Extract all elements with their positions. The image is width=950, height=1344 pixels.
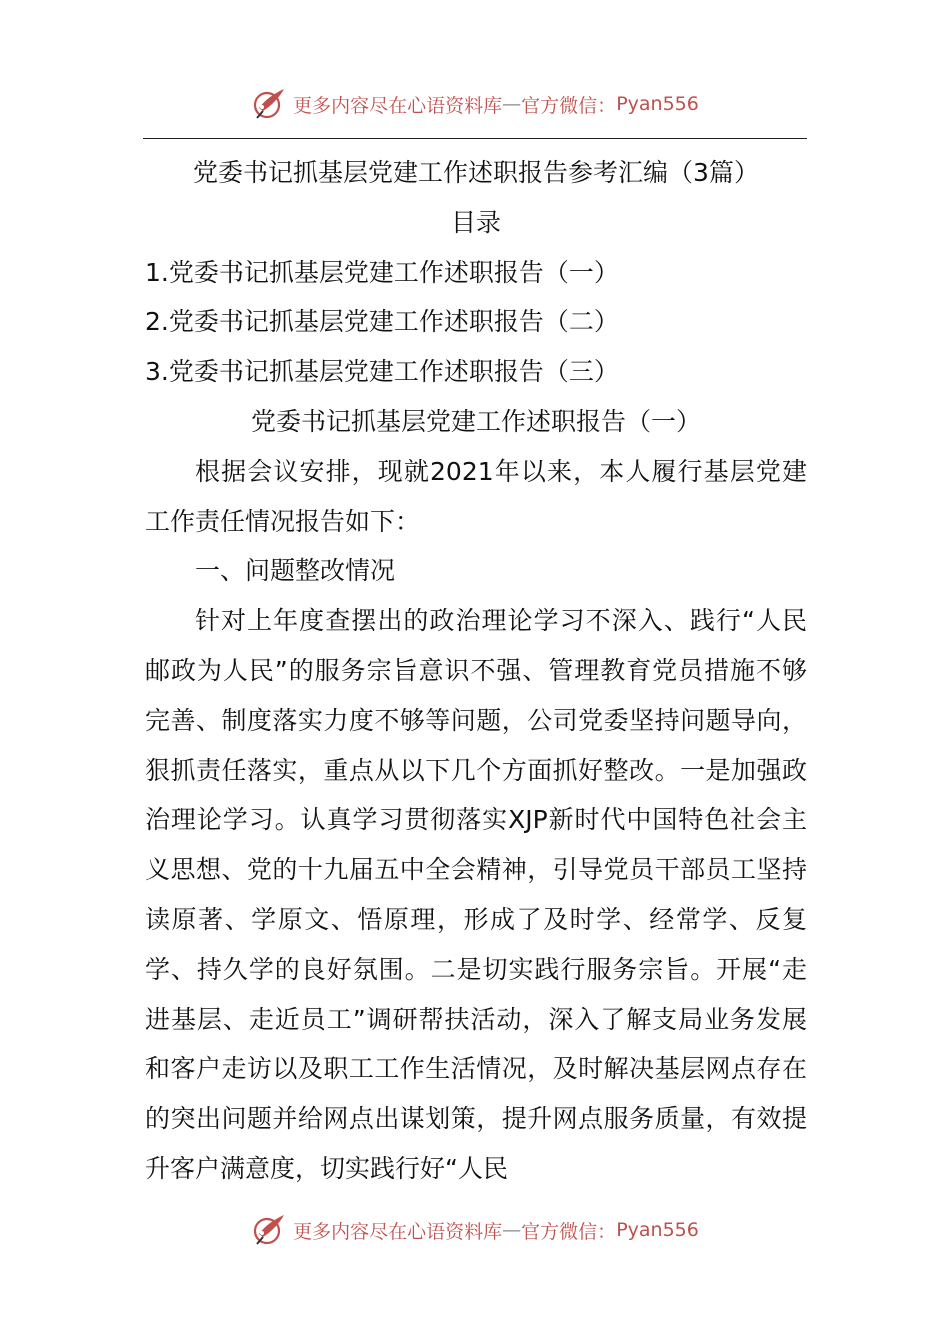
document-body — [145, 148, 807, 1194]
toc-item-3: 3.党委书记抓基层党建工作述职报告（三） — [145, 357, 619, 387]
toc-item-1: 1.党委书记抓基层党建工作述职报告（一） — [145, 257, 619, 287]
footer-banner-text: 更多内容尽在心语资料库 — [293, 1220, 503, 1243]
intro-paragraph: 根据会议安排，现就2021年以来，本人履行基层党建工作责任情况报告如下： — [145, 456, 807, 536]
quill-pen-logo-icon — [251, 86, 287, 122]
footer-banner-wechat-id: Pyan556 — [616, 1219, 699, 1241]
document-title: 党委书记抓基层党建工作述职报告参考汇编（3篇） — [193, 158, 759, 187]
header-divider — [143, 138, 807, 139]
footer-banner-separator: — — [502, 1219, 522, 1241]
banner-wechat-id: Pyan556 — [616, 93, 699, 115]
banner-text: 更多内容尽在心语资料库 — [293, 94, 503, 117]
footer-banner — [0, 1208, 950, 1252]
header-banner — [0, 82, 950, 126]
section-heading: 一、问题整改情况 — [195, 556, 396, 586]
footer-banner-wechat-label: 官方微信： — [521, 1220, 617, 1243]
section-title: 党委书记抓基层党建工作述职报告（一） — [250, 406, 701, 436]
banner-wechat-label: 官方微信： — [521, 94, 617, 117]
banner-separator: — — [502, 93, 522, 115]
body-paragraph: 针对上年度查摆出的政治理论学习不深入、践行“人民邮政为人民”的服务宗旨意识不强、管理教育党员措施不够完善、制度落实力度不够等问题，公司党委坚持问题导向，狠抓责任落实，重点从以下几个方面抓好整改。一是加强政治理论学习。认真学习贯彻落实XJP新时代中国特色社会主义思想、党的十九届五中全会精神，引导党员干部员工坚持读原著、学原文、悟原理，形成了及时学、经常学、反复学、持久学的良好氛围。二是切实践行服务宗旨。开展“走进基层、走近员工”调研帮扶活动，深入了解支局业务发展和客户走访以及职工工作生活情况，及时解决基层网点存在的突出问题并给网点出谋划策，提升网点服务质量，有效提升客户满意度，切实践行好“人民 — [145, 606, 807, 1183]
toc-item-2: 2.党委书记抓基层党建工作述职报告（二） — [145, 307, 619, 337]
quill-pen-logo-icon — [251, 1212, 287, 1248]
toc-heading: 目录 — [450, 207, 501, 237]
